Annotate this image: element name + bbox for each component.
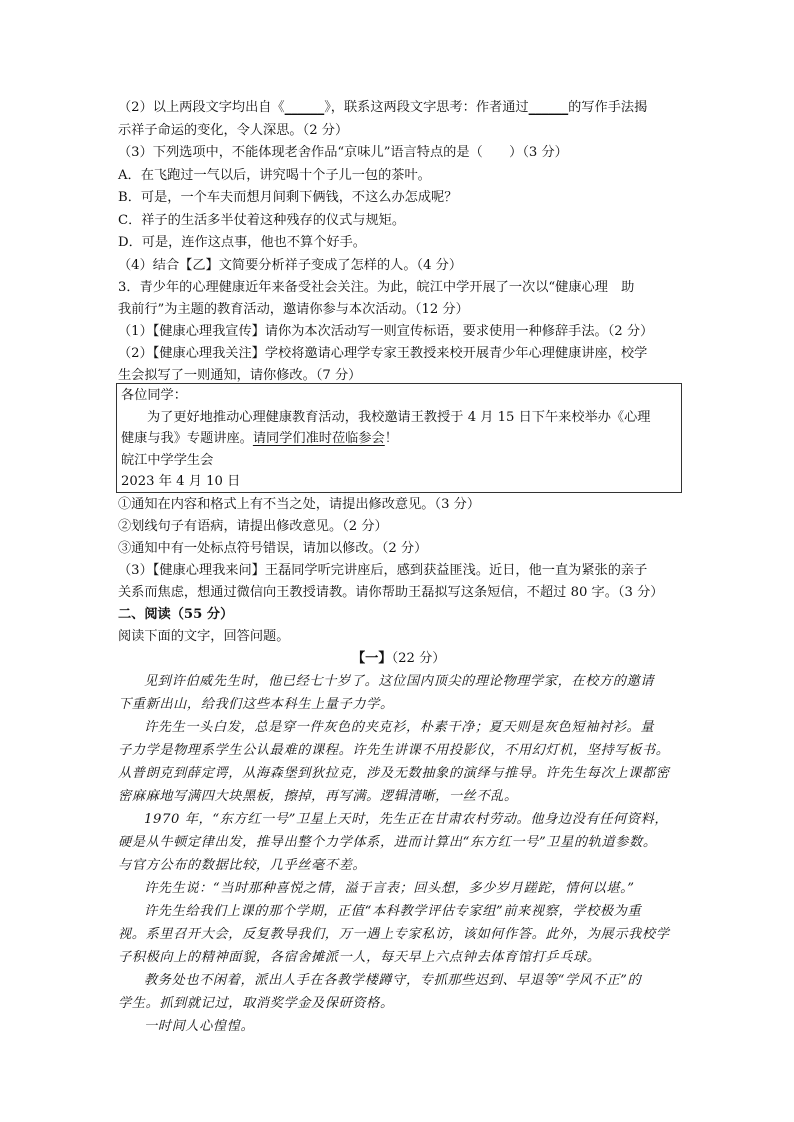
passage-p3-line-2: 硬是从牛顿定律出发，推导出整个力学体系，进而计算出“东方红一号”卫星的轨道参数。 (118, 835, 657, 850)
subquestion-3-line-1: （3）【健康心理我来问】王磊同学听完讲座后，感到获益匪浅。近日，他一直为紧张的亲子 (118, 563, 648, 578)
subquestion-1: （1）【健康心理我宣传】请你为本次活动写一则宣传标语，要求使用一种修辞手法。（2 分） (118, 324, 654, 339)
subquestion-2-line-1: （2）【健康心理我关注】学校将邀请心理学专家王教授来校开展青少年心理健康讲座，校学 (118, 346, 648, 361)
passage-p6-line-2: 学生。抓到就记过，取消奖学金及保研资格。 (118, 996, 394, 1011)
notice-body-text: 健康与我》专题讲座。 (121, 431, 253, 446)
notice-box (116, 383, 682, 493)
correction-2: ②划线句子有语病，请提出修改意见。（2 分） (118, 519, 388, 534)
question-2-line-1 (118, 98, 647, 118)
option-a[interactable]: A．在飞跑过一气以后，讲究喝十个子儿一包的茶叶。 (118, 168, 431, 183)
section-2-heading: 二、阅读（55 分） (118, 607, 234, 622)
passage-title (352, 649, 446, 669)
passage-p5-line-1: 许先生给我们上课的那个学期，正值“本科教学评估专家组”前来视察，学校极为重 (144, 904, 642, 919)
q2-text-a: （2）以上两段文字均出自《 (118, 100, 285, 115)
question-3: （3）下列选项中，不能体现老舍作品“京味儿”语言特点的是（ ）（3 分） (118, 145, 568, 160)
notice-greeting: 各位同学： (121, 388, 187, 403)
passage-p1-line-2: 下重新出山，给我们这些本科生上量子力学。 (118, 697, 394, 712)
passage-p3-line-1: 1970 年，“东方红一号”卫星上天时，先生正在甘肃农村劳动。他身边没有任何资料， (144, 812, 669, 827)
notice-body-punct: ！ (384, 431, 398, 446)
notice-signer: 皖江中学学生会 (121, 453, 214, 468)
option-c[interactable]: C．祥子的生活多半仗着这种残存的仪式与规矩。 (118, 213, 406, 228)
q2-blank-2[interactable]: ______ (528, 100, 569, 115)
passage-p4: 许先生说：“当时那种喜悦之情，溢于言表；回头想，多少岁月蹉跎，情何以堪。” (144, 881, 635, 896)
passage-p3-line-3: 与官方公布的数据比较，几乎丝毫不差。 (118, 858, 367, 873)
q2-blank-1[interactable]: ______ (284, 100, 325, 115)
correction-3: ③通知中有一处标点符号错误，请加以修改。（2 分） (118, 541, 428, 556)
notice-body-line-2 (121, 429, 398, 449)
notice-underlined-sentence: 请同学们准时莅临参会 (252, 431, 385, 446)
option-b[interactable]: B．可是，一个车夫而想月间剩下俩钱，不这么办怎成呢？ (118, 190, 458, 205)
question-2-line-2: 示祥子命运的变化，令人深思。（2 分） (118, 123, 349, 138)
q2-text-b: 》，联系这两段文字思考：作者通过 (324, 100, 529, 115)
notice-body-line-1: 为了更好地推动心理健康教育活动，我校邀请王教授于 4 月 15 日下午来校举办《心理 (147, 410, 651, 425)
main-question-3-line-1: 3．青少年的心理健康近年来备受社会关注。为此，皖江中学开展了一次以“健康心理 助 (118, 280, 635, 295)
passage-p2-line-1: 许先生一头白发，总是穿一件灰色的夹克衫，朴素干净；夏天则是灰色短袖衬衫。量 (144, 720, 655, 735)
passage-title-score: （22 分） (391, 651, 446, 666)
passage-p5-line-3: 子积极向上的精神面貌，各宿舍摊派一人，每天早上六点钟去体育馆打乒乓球。 (118, 950, 601, 965)
passage-p7: 一时间人心惶惶。 (144, 1019, 255, 1034)
correction-1: ①通知在内容和格式上有不当之处，请提出修改意见。（3 分） (118, 497, 481, 512)
subquestion-3-line-2: 关系而焦虑，想通过微信向王教授请教。请你帮助王磊拟写这条短信，不超过 80 字。（3 分） (118, 585, 664, 600)
subquestion-2-line-2: 生会拟写了一则通知，请你修改。（7 分） (118, 368, 362, 383)
notice-date: 2023 年 4 月 10 日 (121, 474, 241, 489)
passage-p2-line-4: 密麻麻地写满四大块黑板，擦掉，再写满。逻辑清晰，一丝不乱。 (118, 789, 518, 804)
passage-p6-line-1: 教务处也不闲着，派出人手在各教学楼蹲守，专抓那些迟到、早退等“学风不正”的 (144, 973, 642, 988)
option-d[interactable]: D．可是，连作这点事，他也不算个好手。 (118, 235, 366, 250)
main-question-3-line-2: 我前行”为主题的教育活动，邀请你参与本次活动。（12 分） (118, 302, 469, 317)
passage-title-label: 【一】 (352, 651, 392, 666)
passage-p2-line-3: 从普朗克到薛定谔，从海森堡到狄拉克，涉及无数抽象的演绎与推导。许先生每次上课都密 (118, 766, 670, 781)
passage-p2-line-2: 子力学是物理系学生公认最难的课程。许先生讲课不用投影仪，不用幻灯机，坚持写板书。 (118, 743, 670, 758)
passage-p5-line-2: 视。系里召开大会，反复教导我们，万一遇上专家私访，该如何作答。此外，为展示我校学 (118, 927, 670, 942)
q2-text-c: 的写作手法揭 (568, 100, 648, 115)
question-4: （4）结合【乙】文简要分析祥子变成了怎样的人。（4 分） (118, 258, 463, 273)
section-2-instruction: 阅读下面的文字，回答问题。 (118, 629, 290, 644)
passage-p1-line-1: 见到许伯威先生时，他已经七十岁了。这位国内顶尖的理论物理学家，在校方的邀请 (144, 674, 655, 689)
